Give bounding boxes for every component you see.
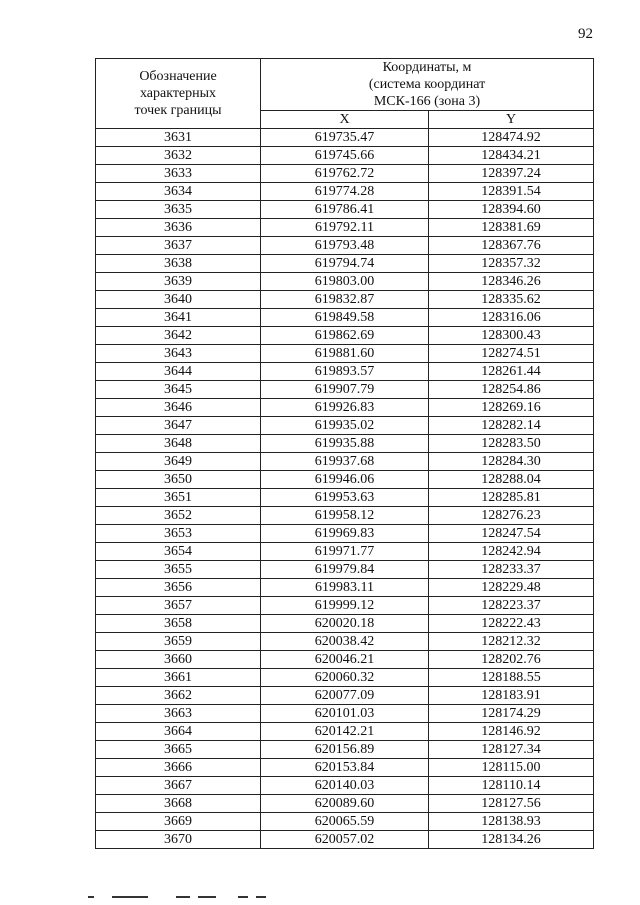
table-header [96, 59, 594, 129]
y-coordinate-cell: 128127.56 [429, 795, 594, 813]
page-number: 92 [578, 26, 593, 42]
y-coordinate-cell: 128138.93 [429, 813, 594, 831]
table-row [96, 813, 594, 831]
x-coordinate-cell: 619793.48 [261, 237, 429, 255]
point-id-cell: 3659 [96, 633, 261, 651]
point-id-cell: 3658 [96, 615, 261, 633]
x-coordinate-cell: 619907.79 [261, 381, 429, 399]
y-coordinate-cell: 128233.37 [429, 561, 594, 579]
header-designation [96, 59, 261, 129]
x-coordinate-cell: 619762.72 [261, 165, 429, 183]
x-coordinate-cell: 619935.02 [261, 417, 429, 435]
point-id-cell: 3644 [96, 363, 261, 381]
point-id-cell: 3649 [96, 453, 261, 471]
y-coordinate-cell: 128391.54 [429, 183, 594, 201]
table-row [96, 561, 594, 579]
y-coordinate-cell: 128283.50 [429, 435, 594, 453]
table-row [96, 831, 594, 849]
x-coordinate-cell: 619832.87 [261, 291, 429, 309]
x-coordinate-cell: 619969.83 [261, 525, 429, 543]
x-coordinate-cell: 619979.84 [261, 561, 429, 579]
table-row [96, 687, 594, 705]
point-id-cell: 3657 [96, 597, 261, 615]
y-coordinate-cell: 128288.04 [429, 471, 594, 489]
x-coordinate-cell: 619745.66 [261, 147, 429, 165]
x-coordinate-cell: 620140.03 [261, 777, 429, 795]
x-coordinate-cell: 619774.28 [261, 183, 429, 201]
x-coordinate-cell: 619803.00 [261, 273, 429, 291]
x-coordinate-cell: 619971.77 [261, 543, 429, 561]
table-row [96, 237, 594, 255]
point-id-cell: 3654 [96, 543, 261, 561]
point-id-cell: 3653 [96, 525, 261, 543]
y-coordinate-cell: 128276.23 [429, 507, 594, 525]
point-id-cell: 3650 [96, 471, 261, 489]
table-row [96, 543, 594, 561]
header-designation-line: характерных [139, 86, 217, 101]
table-row [96, 741, 594, 759]
y-coordinate-cell: 128367.76 [429, 237, 594, 255]
x-coordinate-cell: 620060.32 [261, 669, 429, 687]
y-coordinate-cell: 128212.32 [429, 633, 594, 651]
point-id-cell: 3641 [96, 309, 261, 327]
point-id-cell: 3647 [96, 417, 261, 435]
y-coordinate-cell: 128316.06 [429, 309, 594, 327]
table-row [96, 363, 594, 381]
y-coordinate-cell: 128127.34 [429, 741, 594, 759]
table-row [96, 507, 594, 525]
table-row [96, 777, 594, 795]
table-row [96, 723, 594, 741]
x-coordinate-cell: 620038.42 [261, 633, 429, 651]
table-body [96, 129, 594, 849]
y-coordinate-cell: 128474.92 [429, 129, 594, 147]
y-coordinate-cell: 128346.26 [429, 273, 594, 291]
y-coordinate-cell: 128174.29 [429, 705, 594, 723]
table-row [96, 633, 594, 651]
point-id-cell: 3665 [96, 741, 261, 759]
table-row [96, 579, 594, 597]
x-coordinate-cell: 619983.11 [261, 579, 429, 597]
x-coordinate-cell: 619881.60 [261, 345, 429, 363]
point-id-cell: 3669 [96, 813, 261, 831]
table-row [96, 309, 594, 327]
point-id-cell: 3645 [96, 381, 261, 399]
point-id-cell: 3656 [96, 579, 261, 597]
x-coordinate-cell: 619862.69 [261, 327, 429, 345]
point-id-cell: 3635 [96, 201, 261, 219]
x-coordinate-cell: 619946.06 [261, 471, 429, 489]
x-coordinate-cell: 620065.59 [261, 813, 429, 831]
point-id-cell: 3633 [96, 165, 261, 183]
x-coordinate-cell: 620156.89 [261, 741, 429, 759]
table-row [96, 615, 594, 633]
point-id-cell: 3652 [96, 507, 261, 525]
header-coordinates-line: МСК-166 (зона 3) [373, 94, 481, 109]
x-coordinate-cell: 619937.68 [261, 453, 429, 471]
point-id-cell: 3640 [96, 291, 261, 309]
table-row [96, 381, 594, 399]
table-row [96, 201, 594, 219]
table-row [96, 345, 594, 363]
table-row [96, 651, 594, 669]
header-coordinates [261, 59, 594, 111]
y-coordinate-cell: 128134.26 [429, 831, 594, 849]
table-row [96, 597, 594, 615]
y-coordinate-cell: 128335.62 [429, 291, 594, 309]
x-coordinate-cell: 620057.02 [261, 831, 429, 849]
y-coordinate-cell: 128394.60 [429, 201, 594, 219]
header-y: Y [429, 111, 594, 129]
point-id-cell: 3646 [96, 399, 261, 417]
y-coordinate-cell: 128300.43 [429, 327, 594, 345]
x-coordinate-cell: 620046.21 [261, 651, 429, 669]
table-row [96, 399, 594, 417]
point-id-cell: 3655 [96, 561, 261, 579]
x-coordinate-cell: 619935.88 [261, 435, 429, 453]
y-coordinate-cell: 128282.14 [429, 417, 594, 435]
point-id-cell: 3664 [96, 723, 261, 741]
y-coordinate-cell: 128247.54 [429, 525, 594, 543]
point-id-cell: 3668 [96, 795, 261, 813]
coordinates-table [95, 58, 594, 849]
point-id-cell: 3667 [96, 777, 261, 795]
x-coordinate-cell: 619958.12 [261, 507, 429, 525]
point-id-cell: 3661 [96, 669, 261, 687]
y-coordinate-cell: 128261.44 [429, 363, 594, 381]
x-coordinate-cell: 620142.21 [261, 723, 429, 741]
table-row [96, 705, 594, 723]
point-id-cell: 3662 [96, 687, 261, 705]
table-row [96, 669, 594, 687]
y-coordinate-cell: 128357.32 [429, 255, 594, 273]
y-coordinate-cell: 128115.00 [429, 759, 594, 777]
table-row [96, 327, 594, 345]
point-id-cell: 3634 [96, 183, 261, 201]
table-row [96, 219, 594, 237]
table-row [96, 435, 594, 453]
table-row [96, 759, 594, 777]
y-coordinate-cell: 128274.51 [429, 345, 594, 363]
table-row [96, 147, 594, 165]
header-x: X [261, 111, 429, 129]
point-id-cell: 3638 [96, 255, 261, 273]
y-coordinate-cell: 128269.16 [429, 399, 594, 417]
y-coordinate-cell: 128381.69 [429, 219, 594, 237]
table-row [96, 273, 594, 291]
point-id-cell: 3636 [96, 219, 261, 237]
header-designation-line: точек границы [134, 103, 222, 118]
x-coordinate-cell: 619735.47 [261, 129, 429, 147]
x-coordinate-cell: 620153.84 [261, 759, 429, 777]
header-coordinates-line: Координаты, м [382, 60, 472, 75]
table-row [96, 165, 594, 183]
x-coordinate-cell: 619926.83 [261, 399, 429, 417]
header-coordinates-line: (система координат [368, 77, 486, 92]
y-coordinate-cell: 128242.94 [429, 543, 594, 561]
table-row [96, 471, 594, 489]
header-designation-line: Обозначение [139, 69, 217, 84]
x-coordinate-cell: 620020.18 [261, 615, 429, 633]
table-row [96, 489, 594, 507]
x-coordinate-cell: 619849.58 [261, 309, 429, 327]
y-coordinate-cell: 128222.43 [429, 615, 594, 633]
table-row [96, 129, 594, 147]
table-row [96, 525, 594, 543]
point-id-cell: 3642 [96, 327, 261, 345]
x-coordinate-cell: 619953.63 [261, 489, 429, 507]
y-coordinate-cell: 128223.37 [429, 597, 594, 615]
point-id-cell: 3670 [96, 831, 261, 849]
y-coordinate-cell: 128110.14 [429, 777, 594, 795]
point-id-cell: 3663 [96, 705, 261, 723]
footer-marks [88, 896, 308, 900]
y-coordinate-cell: 128183.91 [429, 687, 594, 705]
table-row [96, 453, 594, 471]
x-coordinate-cell: 619792.11 [261, 219, 429, 237]
point-id-cell: 3666 [96, 759, 261, 777]
x-coordinate-cell: 620077.09 [261, 687, 429, 705]
x-coordinate-cell: 620101.03 [261, 705, 429, 723]
x-coordinate-cell: 619794.74 [261, 255, 429, 273]
x-coordinate-cell: 619786.41 [261, 201, 429, 219]
y-coordinate-cell: 128284.30 [429, 453, 594, 471]
point-id-cell: 3631 [96, 129, 261, 147]
table-row [96, 417, 594, 435]
y-coordinate-cell: 128285.81 [429, 489, 594, 507]
point-id-cell: 3643 [96, 345, 261, 363]
table-row [96, 183, 594, 201]
point-id-cell: 3637 [96, 237, 261, 255]
y-coordinate-cell: 128188.55 [429, 669, 594, 687]
point-id-cell: 3632 [96, 147, 261, 165]
table-row [96, 291, 594, 309]
y-coordinate-cell: 128434.21 [429, 147, 594, 165]
point-id-cell: 3639 [96, 273, 261, 291]
x-coordinate-cell: 619999.12 [261, 597, 429, 615]
table-row [96, 255, 594, 273]
y-coordinate-cell: 128229.48 [429, 579, 594, 597]
point-id-cell: 3651 [96, 489, 261, 507]
point-id-cell: 3660 [96, 651, 261, 669]
table-row [96, 795, 594, 813]
point-id-cell: 3648 [96, 435, 261, 453]
x-coordinate-cell: 620089.60 [261, 795, 429, 813]
x-coordinate-cell: 619893.57 [261, 363, 429, 381]
y-coordinate-cell: 128254.86 [429, 381, 594, 399]
y-coordinate-cell: 128146.92 [429, 723, 594, 741]
y-coordinate-cell: 128397.24 [429, 165, 594, 183]
y-coordinate-cell: 128202.76 [429, 651, 594, 669]
